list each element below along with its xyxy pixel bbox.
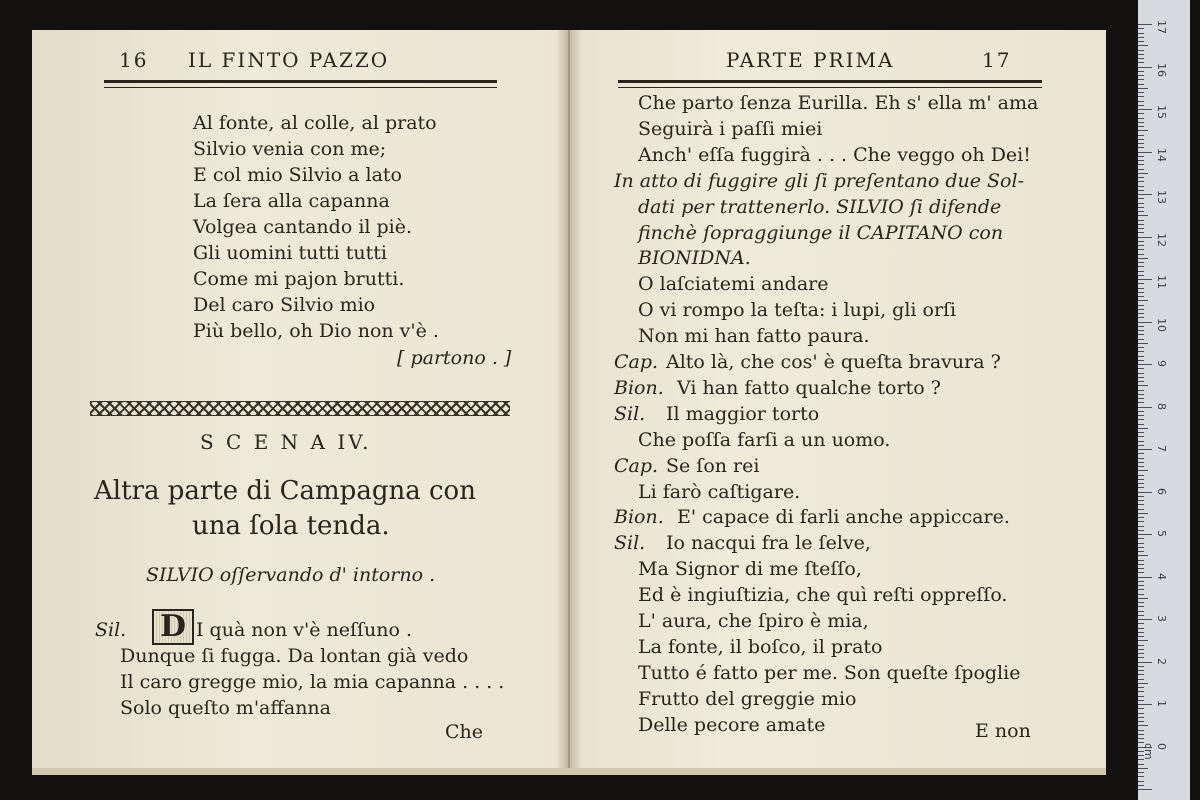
ruler-tick	[1138, 572, 1144, 573]
ruler-tick	[1138, 237, 1152, 238]
ruler-tick	[1138, 67, 1152, 68]
ruler-tick	[1138, 194, 1152, 195]
measuring-ruler	[1138, 0, 1190, 800]
ruler-tick	[1138, 475, 1144, 476]
ruler-tick	[1138, 551, 1144, 552]
ruler-tick	[1138, 407, 1152, 408]
ruler-tick	[1138, 598, 1148, 599]
ruler-tick	[1138, 424, 1144, 425]
open-book	[32, 30, 1106, 775]
ruler-number: 2	[1155, 657, 1168, 665]
page-number-right: 17	[982, 48, 1012, 72]
ruler-tick	[1138, 177, 1144, 178]
ruler-tick	[1138, 181, 1144, 182]
ruler-tick	[1138, 602, 1144, 603]
dialogue-line: O laſciatemi andare	[638, 273, 829, 296]
speaker-label: Sil.	[614, 402, 646, 425]
verse-line: Silvio venia con me;	[193, 138, 387, 160]
ruler-tick	[1138, 122, 1144, 123]
ruler-tick	[1138, 470, 1148, 471]
setting-line-1: Altra parte di Campagna con	[94, 476, 476, 506]
ruler-tick	[1138, 543, 1144, 544]
dialogue-line: Delle pecore amate	[638, 713, 826, 736]
ruler-tick	[1138, 517, 1144, 518]
ruler-tick	[1138, 313, 1144, 314]
ruler-tick	[1138, 466, 1144, 467]
verse-line: Gli uomini tutti tutti	[193, 242, 387, 264]
running-head-right: PARTE PRIMA	[726, 48, 895, 72]
ruler-tick	[1138, 203, 1144, 204]
ruler-tick	[1138, 373, 1144, 374]
dialogue-line: La fonte, il boſco, il prato	[638, 635, 883, 658]
ruler-tick	[1138, 101, 1144, 102]
ruler-tick	[1138, 696, 1144, 697]
ruler-tick	[1138, 283, 1144, 284]
verse-line: Come mi pajon brutti.	[193, 268, 405, 290]
character-note: SILVIO oſſervando d' intorno .	[146, 564, 436, 586]
ruler-tick	[1138, 364, 1152, 365]
ruler-tick	[1138, 679, 1144, 680]
verse-line: Al fonte, al colle, al prato	[193, 112, 437, 134]
stage-direction-line: In atto di fuggire gli ſi preſentano due Sol-	[614, 169, 1024, 192]
ruler-tick	[1138, 636, 1144, 637]
ruler-tick	[1138, 156, 1144, 157]
catchword-right: E non	[975, 720, 1031, 742]
ruler-tick	[1138, 725, 1148, 726]
page-number-left: 16	[119, 48, 149, 72]
ruler-number: 5	[1155, 530, 1168, 537]
ruler-tick	[1138, 71, 1144, 72]
ruler-tick	[1138, 415, 1144, 416]
ruler-tick	[1138, 305, 1144, 306]
ruler-tick	[1138, 24, 1152, 25]
ornament-divider	[90, 401, 510, 416]
ruler-tick	[1138, 653, 1144, 654]
ruler-tick	[1138, 317, 1144, 318]
ruler-tick	[1138, 288, 1144, 289]
ruler-tick	[1138, 513, 1148, 514]
ruler-tick	[1138, 449, 1152, 450]
ruler-tick	[1138, 768, 1148, 769]
header-rule	[104, 80, 497, 83]
ruler-tick	[1138, 160, 1144, 161]
ruler-tick	[1138, 577, 1152, 578]
ruler-tick	[1138, 245, 1144, 246]
ruler-tick	[1138, 606, 1144, 607]
ruler-tick	[1138, 330, 1144, 331]
ruler-number: 11	[1155, 275, 1168, 289]
dialogue-line: Vi han fatto qualche torto ?	[677, 376, 941, 399]
ruler-tick	[1138, 292, 1144, 293]
stage-direction-line: finchè ſopraggiunge il CAPITANO con	[638, 221, 1004, 244]
ruler-tick	[1138, 45, 1148, 46]
ruler-tick	[1138, 411, 1144, 412]
dialogue-line: L' aura, che ſpiro è mia,	[638, 610, 869, 632]
ruler-tick	[1138, 135, 1144, 136]
ruler-tick	[1138, 521, 1144, 522]
ruler-number: 12	[1155, 232, 1168, 247]
ruler-tick	[1138, 96, 1144, 97]
ruler-tick	[1138, 526, 1144, 527]
dialogue-line: Tutto é fatto per me. Son queſte ſpoglie	[638, 661, 1021, 684]
stage-direction: [ partono . ]	[397, 347, 512, 369]
ruler-tick	[1138, 458, 1144, 459]
ruler-number: 8	[1155, 402, 1168, 410]
ruler-tick	[1138, 568, 1144, 569]
ruler-tick	[1138, 666, 1144, 667]
ruler-tick	[1138, 322, 1152, 323]
ruler-tick	[1138, 368, 1144, 369]
dialogue-line: E' capace di farli anche appiccare.	[677, 506, 1010, 529]
ruler-tick	[1138, 152, 1152, 153]
running-head-left: IL FINTO PAZZO	[188, 48, 390, 72]
ruler-tick	[1138, 436, 1144, 437]
ruler-tick	[1138, 462, 1144, 463]
ruler-tick	[1138, 623, 1144, 624]
ruler-tick	[1138, 343, 1148, 344]
ruler-tick	[1138, 772, 1144, 773]
speaker-label: Sil.	[614, 532, 646, 555]
ruler-number: 10	[1155, 317, 1168, 332]
ruler-number: 0 cm	[1142, 742, 1168, 760]
speaker-label: Bion.	[614, 376, 664, 399]
ruler-tick	[1138, 113, 1144, 114]
dialogue-line: Se ſon rei	[666, 454, 760, 477]
ruler-tick	[1138, 275, 1144, 276]
ruler-tick	[1138, 662, 1152, 663]
ruler-tick	[1138, 356, 1144, 357]
dialogue-line: Che parto ſenza Eurilla. Eh s' ella m' ama	[638, 92, 1039, 114]
ruler-tick	[1138, 674, 1144, 675]
ruler-tick	[1138, 479, 1144, 480]
ruler-tick	[1138, 300, 1148, 301]
dialogue-line: Ed è ingiuſtizia, che quì reſti oppreſſo.	[638, 584, 1008, 607]
ruler-tick	[1138, 683, 1148, 684]
dialogue-line: Il caro gregge mio, la mia capanna . . . .	[120, 671, 505, 693]
speaker-label: Sil.	[95, 619, 127, 641]
ruler-tick	[1138, 585, 1144, 586]
ruler-tick	[1138, 785, 1144, 786]
ruler-tick	[1138, 215, 1148, 216]
ruler-tick	[1138, 534, 1152, 535]
dialogue-line: Alto là, che cos' è queſta bravura ?	[666, 351, 1001, 373]
ruler-tick	[1138, 564, 1144, 565]
ruler-tick	[1138, 326, 1144, 327]
ruler-number: 13	[1155, 190, 1168, 204]
ruler-tick	[1138, 441, 1144, 442]
ruler-tick	[1138, 224, 1144, 225]
dialogue-line: Frutto del greggie mio	[638, 687, 857, 710]
ruler-tick	[1138, 186, 1144, 187]
ruler-tick	[1138, 28, 1144, 29]
ruler-tick	[1138, 547, 1144, 548]
header-rule	[618, 80, 1042, 83]
ruler-tick	[1138, 228, 1144, 229]
ruler-tick	[1138, 296, 1144, 297]
ruler-tick	[1138, 339, 1144, 340]
ruler-tick	[1138, 377, 1144, 378]
drop-capital: D	[152, 609, 194, 645]
verse-line: Del caro Silvio mio	[193, 294, 376, 316]
ruler-tick	[1138, 628, 1144, 629]
dialogue-line: Che poſſa farſi a un uomo.	[638, 428, 891, 451]
ruler-number: 15	[1155, 105, 1168, 119]
ruler-number: 1	[1155, 700, 1168, 707]
ruler-tick	[1138, 504, 1144, 505]
dialogue-line: Io nacqui fra le ſelve,	[666, 532, 871, 555]
ruler-tick	[1138, 738, 1144, 739]
ruler-tick	[1138, 398, 1144, 399]
speaker-label: Bion.	[614, 506, 664, 529]
dialogue-line: O vi rompo la teſta: i lupi, gli orſi	[638, 299, 957, 322]
ruler-tick	[1138, 691, 1144, 692]
stage-direction-line: dati per trattenerlo. SILVIO ſi difende	[638, 195, 1002, 218]
ruler-tick	[1138, 632, 1144, 633]
ruler-tick	[1138, 670, 1144, 671]
ruler-tick	[1138, 62, 1144, 63]
ruler-tick	[1138, 41, 1144, 42]
ruler-tick	[1138, 309, 1144, 310]
ruler-tick	[1138, 164, 1144, 165]
verse-line: La ſera alla capanna	[193, 190, 390, 212]
ruler-tick	[1138, 50, 1144, 51]
ruler-tick	[1138, 402, 1144, 403]
ruler-tick	[1138, 496, 1144, 497]
ruler-tick	[1138, 776, 1144, 777]
dialogue-line: Solo queſto m'affanna	[120, 697, 331, 719]
dialogue-line: Non mi han fatto paura.	[638, 325, 870, 348]
ruler-tick	[1138, 500, 1144, 501]
ruler-tick	[1138, 143, 1144, 144]
left-page	[32, 30, 567, 770]
ruler-tick	[1138, 487, 1144, 488]
ruler-tick	[1138, 687, 1144, 688]
ruler-tick	[1138, 147, 1144, 148]
ruler-tick	[1138, 254, 1144, 255]
ruler-number: 4	[1155, 572, 1168, 580]
header-rule-thin	[104, 87, 497, 88]
ruler-tick	[1138, 169, 1144, 170]
ruler-tick	[1138, 394, 1144, 395]
dialogue-line: Anch' eſſa fuggirà . . . Che veggo oh Dei!	[638, 143, 1031, 166]
ruler-tick	[1138, 390, 1144, 391]
ruler-tick	[1138, 555, 1148, 556]
ruler-tick	[1138, 619, 1152, 620]
setting-line-2: una ſola tenda.	[192, 511, 390, 541]
ruler-tick	[1138, 385, 1148, 386]
ruler-tick	[1138, 347, 1144, 348]
catchword-left: Che	[445, 721, 484, 743]
ruler-tick	[1138, 781, 1144, 782]
ruler-tick	[1138, 75, 1144, 76]
ruler-number: 9	[1155, 360, 1168, 367]
ruler-tick	[1138, 92, 1144, 93]
ruler-tick	[1138, 351, 1144, 352]
ruler-tick	[1138, 266, 1144, 267]
ruler-tick	[1138, 279, 1152, 280]
page-edges	[32, 768, 1106, 775]
ruler-number: 7	[1155, 445, 1168, 452]
ruler-tick	[1138, 432, 1144, 433]
ruler-tick	[1138, 640, 1148, 641]
ruler-tick	[1138, 530, 1144, 531]
dialogue-line: Li farò caſtigare.	[638, 480, 801, 503]
ruler-tick	[1138, 419, 1144, 420]
ruler-tick	[1138, 79, 1144, 80]
ruler-tick	[1138, 381, 1144, 382]
ruler-tick	[1138, 483, 1144, 484]
dialogue-first-line: I quà non v'è neſſuno .	[196, 619, 413, 641]
right-page	[568, 30, 1106, 770]
ruler-tick	[1138, 271, 1144, 272]
ruler-tick	[1138, 118, 1144, 119]
ruler-tick	[1138, 509, 1144, 510]
ruler-tick	[1138, 730, 1144, 731]
ruler-tick	[1138, 198, 1144, 199]
ruler-tick	[1138, 721, 1144, 722]
header-rule-thin	[618, 87, 1042, 88]
ruler-tick	[1138, 54, 1144, 55]
verse-line: E col mio Silvio a lato	[193, 164, 402, 186]
ruler-tick	[1138, 126, 1144, 127]
dialogue-line: Seguirà i paſſi miei	[638, 117, 823, 140]
ruler-tick	[1138, 589, 1144, 590]
dialogue-line: Ma Signor di me ſteſſo,	[638, 558, 862, 581]
ruler-tick	[1138, 734, 1144, 735]
ruler-tick	[1138, 207, 1144, 208]
ruler-tick	[1138, 249, 1144, 250]
ruler-tick	[1138, 615, 1144, 616]
ruler-tick	[1138, 704, 1152, 705]
ruler-tick	[1138, 611, 1144, 612]
ruler-tick	[1138, 360, 1144, 361]
ruler-tick	[1138, 713, 1144, 714]
ruler-tick	[1138, 262, 1144, 263]
ruler-tick	[1138, 58, 1144, 59]
ruler-tick	[1138, 84, 1144, 85]
ruler-tick	[1138, 241, 1144, 242]
ruler-tick	[1138, 645, 1144, 646]
ruler-tick	[1138, 657, 1144, 658]
speaker-label: Cap.	[614, 351, 659, 373]
ruler-tick	[1138, 130, 1148, 131]
ruler-tick	[1138, 594, 1144, 595]
speaker-label: Cap.	[614, 454, 659, 477]
ruler-tick	[1138, 649, 1144, 650]
ruler-tick	[1138, 258, 1148, 259]
ruler-tick	[1138, 789, 1152, 790]
ruler-tick	[1138, 453, 1144, 454]
book-gutter	[556, 30, 582, 770]
ruler-tick	[1138, 560, 1144, 561]
ruler-tick	[1138, 37, 1144, 38]
ruler-number: 14	[1155, 147, 1168, 162]
ruler-number: 16	[1155, 62, 1168, 77]
ruler-tick	[1138, 139, 1144, 140]
ruler-tick	[1138, 492, 1152, 493]
ruler-tick	[1138, 445, 1144, 446]
ruler-tick	[1138, 173, 1148, 174]
dialogue-line: Dunque ſi fugga. Da lontan già vedo	[120, 645, 469, 667]
ruler-tick	[1138, 105, 1144, 106]
ruler-number: 3	[1155, 615, 1168, 622]
ruler-tick	[1138, 334, 1144, 335]
ruler-tick	[1138, 700, 1144, 701]
stage-direction-line: BIONIDNA.	[638, 247, 751, 270]
dialogue-line: Il maggior torto	[666, 402, 820, 425]
ruler-tick	[1138, 538, 1144, 539]
ruler-tick	[1138, 232, 1144, 233]
ruler-tick	[1138, 581, 1144, 582]
ruler-tick	[1138, 717, 1144, 718]
ruler-tick	[1138, 33, 1144, 34]
scene-title: S C E N A IV.	[200, 430, 372, 454]
ruler-tick	[1138, 220, 1144, 221]
verse-line: Più bello, oh Dio non v'è .	[193, 320, 439, 342]
verse-line: Volgea cantando il piè.	[193, 216, 413, 238]
ruler-tick	[1138, 190, 1144, 191]
ruler-tick	[1138, 708, 1144, 709]
ruler-tick	[1138, 211, 1144, 212]
ruler-tick	[1138, 109, 1152, 110]
ruler-tick	[1138, 88, 1148, 89]
ruler-number: 6	[1155, 487, 1168, 495]
ruler-number: 17	[1155, 20, 1168, 34]
ruler-tick	[1138, 428, 1148, 429]
